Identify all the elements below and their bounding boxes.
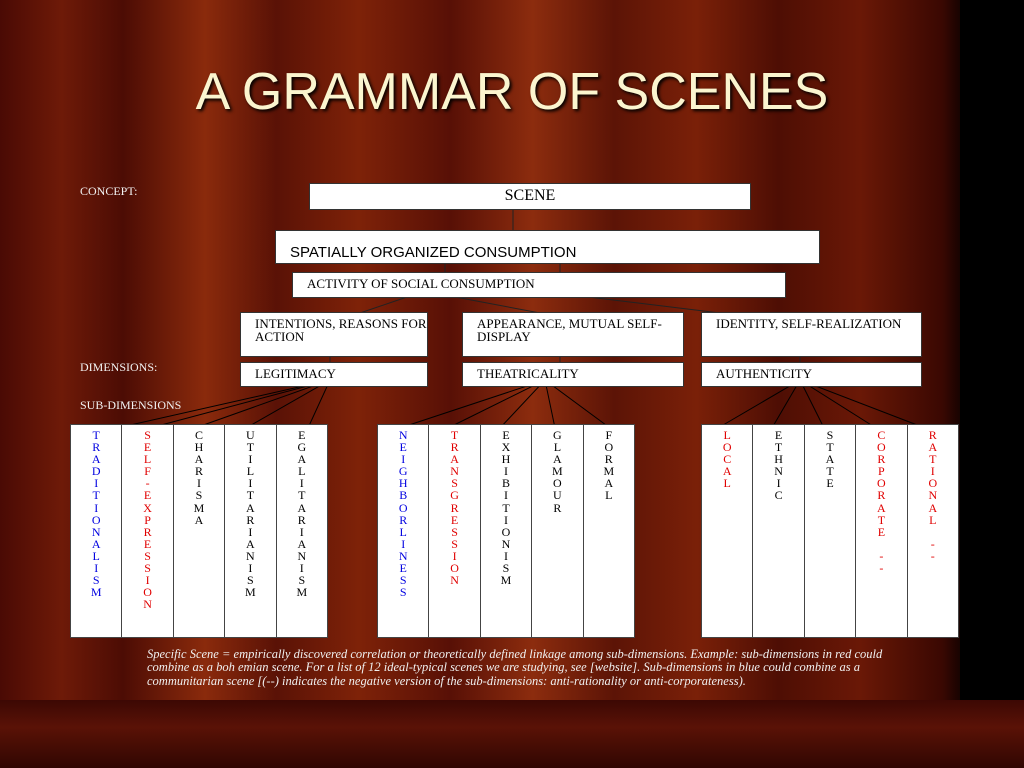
subdimensions-label: SUB-DIMENSIONS [80, 398, 182, 412]
subdimension-label: E T H N I C [774, 428, 783, 503]
theatricality-box: THEATRICALITY [462, 362, 684, 387]
negation-marker: - - [879, 548, 884, 575]
slide-title: A GRAMMAR OF SCENES [195, 63, 829, 121]
scene-box: SCENE [309, 183, 751, 210]
subdimension-column-traditionalism [70, 424, 122, 638]
subdimension-column-ethnic [752, 424, 804, 638]
subdimension-column-transgression [428, 424, 480, 638]
subdimension-column-glamour [531, 424, 583, 638]
spatial-consumption-box: SPATIALLY ORGANIZED CONSUMPTION [275, 230, 820, 264]
scene-footnote: Specific Scene = empirically discovered correlation or theoretically defined linkage among sub-dimensions. Example: sub-dimensions in red could combine as a boh emian scene. For a list of 12 ideal-typical scenes we are studying, see [website]. Sub-dimensions in blue could combine as a communitarian scene [(--) indicates the negative version of the sub-dimensions: anti-rationality or anti-corporateness). [147, 647, 883, 688]
authenticity-box: AUTHENTICITY [701, 362, 922, 387]
subdimension-column-exhibitionism [480, 424, 532, 638]
subdimension-column-neighborliness [377, 424, 429, 638]
curtain-bottom [0, 700, 1024, 768]
dimensions-label: DIMENSIONS: [80, 360, 158, 374]
concept-label: CONCEPT: [80, 184, 138, 198]
subdimension-label: R A T I O N A L [928, 428, 938, 527]
subdimension-column-egalitarianism [276, 424, 328, 638]
subdimension-label: C O R P O R A T E [877, 428, 886, 539]
subdimension-column-self-expression [121, 424, 173, 638]
subdimension-label: T R A D I T I O N A L I S M [90, 428, 102, 600]
subdimension-label: C H A R I S M A [193, 428, 205, 527]
subdimension-label: U T I L I T A R I A N I S M [245, 428, 256, 600]
identity-box: IDENTITY, SELF-REALIZATION [701, 312, 922, 357]
appearance-box: APPEARANCE, MUTUAL SELF-DISPLAY [462, 312, 684, 357]
subdimension-column-corporate [855, 424, 907, 638]
subdimension-column-utilitarianism [224, 424, 276, 638]
legitimacy-box: LEGITIMACY [240, 362, 428, 387]
subdimension-column-formal [583, 424, 635, 638]
activity-box: ACTIVITY OF SOCIAL CONSUMPTION [292, 272, 786, 298]
subdimension-column-state [804, 424, 856, 638]
subdimension-label: T R A N S G R E S S I O N [450, 428, 459, 588]
subdimension-column-charisma [173, 424, 225, 638]
negation-marker: - - [930, 536, 935, 563]
subdimension-label: E G A L I T A R I A N I S M [296, 428, 308, 600]
subdimension-label: G L A M O U R [552, 428, 563, 515]
subdimension-label: S T A T E [825, 428, 835, 491]
subdimension-label: N E I G H B O R L I N E S S [398, 428, 408, 600]
subdimension-column-rational [907, 424, 959, 638]
subdimension-label: S E L F - E X P R E S S I O N [143, 428, 152, 612]
subdimension-label: E X H I B I T I O N I S M [500, 428, 512, 588]
subdimension-column-local [701, 424, 753, 638]
subdimension-label: F O R M A L [603, 428, 615, 503]
subdimension-label: L O C A L [722, 428, 732, 491]
intentions-box: INTENTIONS, REASONS FOR ACTION [240, 312, 428, 357]
